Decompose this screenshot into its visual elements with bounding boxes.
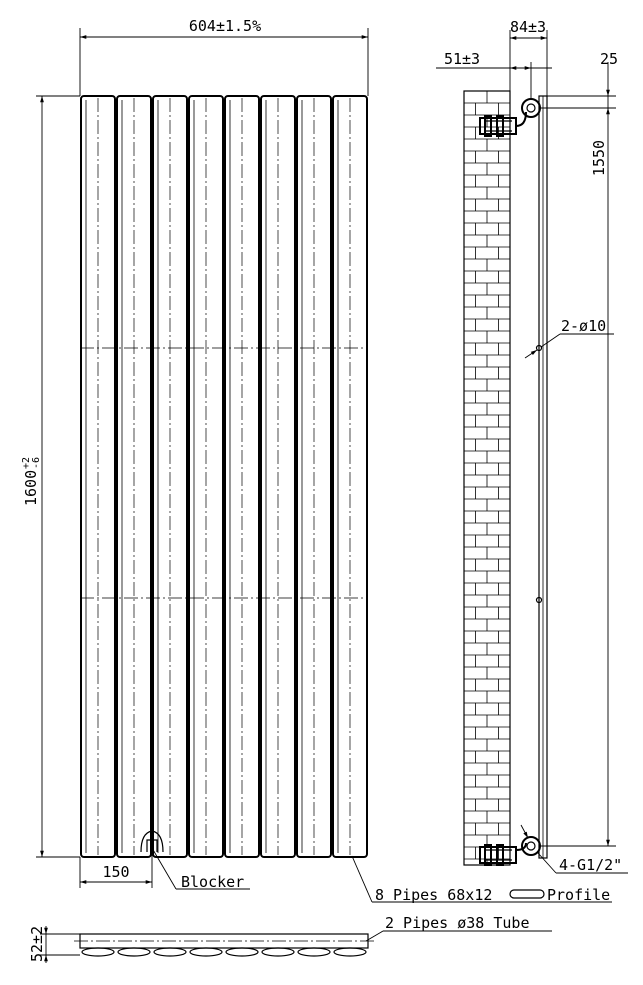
vertical-panel <box>153 96 187 857</box>
pipe-profile <box>298 948 330 956</box>
plan-pipe-profiles <box>82 948 366 956</box>
tube-label: 2 Pipes ø38 Tube <box>385 914 530 932</box>
height-tol-plus: +2 <box>21 456 32 469</box>
vertical-offset-dimensions <box>540 50 618 846</box>
tube-callout <box>366 914 552 941</box>
vertical-panel <box>117 96 151 857</box>
depth-label: 84±3 <box>509 18 547 36</box>
pipe-profile <box>82 948 114 956</box>
vertical-panel <box>81 96 115 857</box>
pipe-profile <box>190 948 222 956</box>
profile-label: Profile <box>547 886 611 904</box>
holes-label: 2-ø10 <box>561 317 607 335</box>
top-offset-label: 25 <box>599 50 619 68</box>
pipe-profile <box>334 948 366 956</box>
vertical-panel <box>189 96 223 857</box>
vertical-panel <box>261 96 295 857</box>
side-view <box>464 91 547 865</box>
height-tol-minus: -6 <box>31 456 42 469</box>
pipe-profile <box>262 948 294 956</box>
vertical-panel <box>225 96 259 857</box>
blocker-callout <box>152 848 250 891</box>
brick-pattern <box>464 91 510 865</box>
plan-depth-label: 52±2 <box>28 925 46 962</box>
blocker-label: Blocker <box>181 873 245 891</box>
vertical-panel <box>297 96 331 857</box>
bottom-offset-label: 150 <box>102 863 130 881</box>
width-dimension <box>80 17 368 96</box>
radiator-panels <box>81 96 367 857</box>
pipe-profile <box>226 948 258 956</box>
height-label: 1600 <box>22 469 40 506</box>
connections-callout <box>521 825 628 874</box>
pipe-profile <box>154 948 186 956</box>
plan-view <box>74 934 374 956</box>
plan-depth-dimension <box>28 926 80 963</box>
wall-offset-label: 51±3 <box>443 50 481 68</box>
connections-label: 4-G1/2" <box>559 856 623 874</box>
holes-callout <box>525 317 614 358</box>
depth-dimension <box>510 18 547 96</box>
height-dimension <box>21 96 80 857</box>
front-view <box>80 96 368 857</box>
vertical-panel <box>333 96 367 857</box>
pipe-profile <box>118 948 150 956</box>
pipe-centres-label: 1550 <box>590 139 608 177</box>
wall-offset-dimension <box>436 50 552 100</box>
profile-icon <box>510 890 544 898</box>
width-label: 604±1.5% <box>188 17 262 35</box>
pipes-label: 8 Pipes 68x12 <box>375 886 493 904</box>
